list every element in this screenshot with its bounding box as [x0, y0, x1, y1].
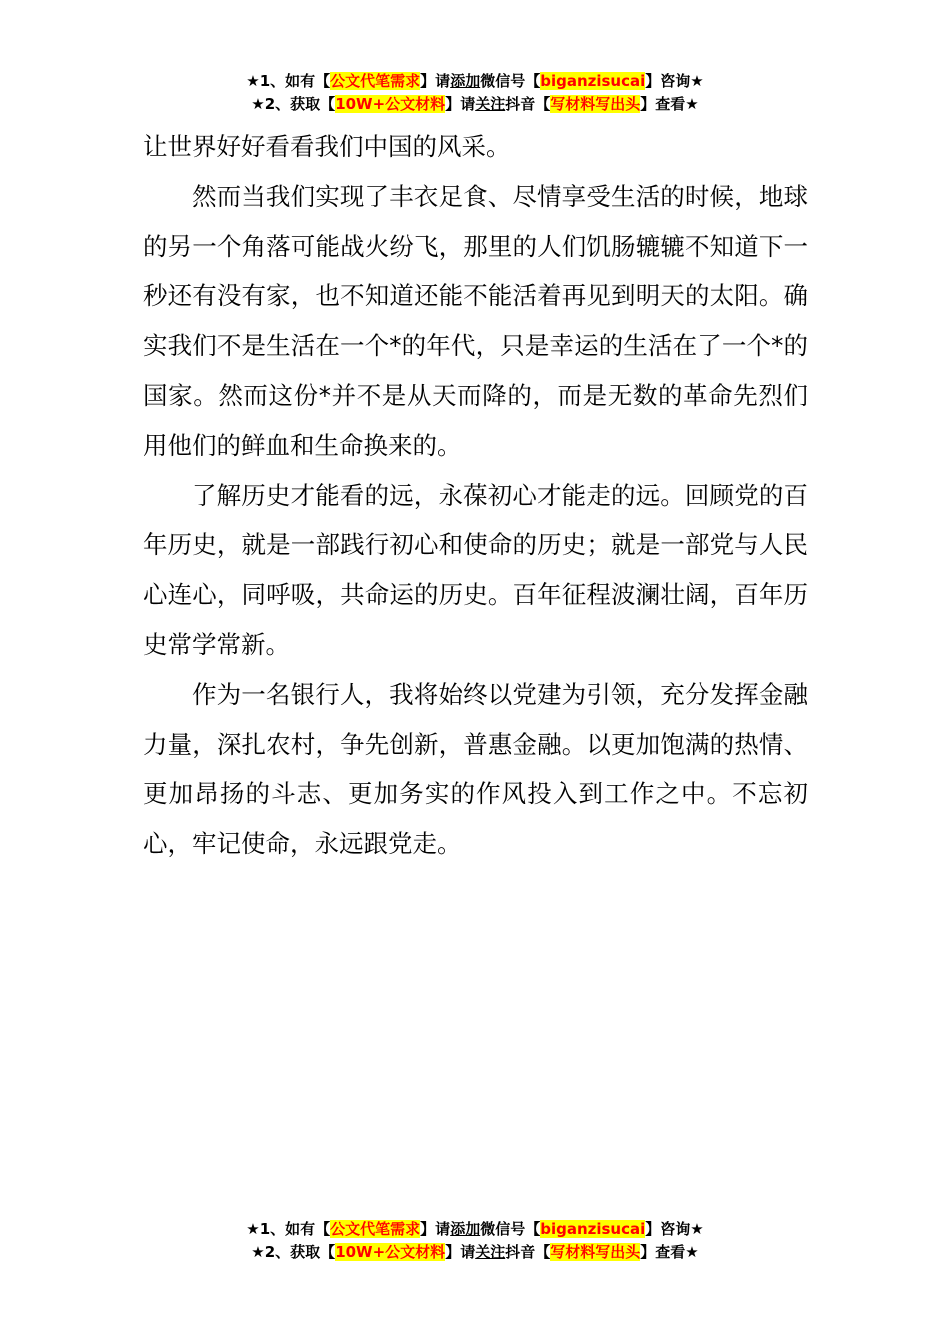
banner-emphasis: 添加 [450, 1220, 481, 1238]
banner-highlight: 公文代笔需求 [330, 1220, 421, 1238]
paragraph: 作为一名银行人，我将始终以党建为引领，充分发挥金融力量，深扎农村，争先创新，普惠金融。以更加饱满的热情、更加昂扬的斗志、更加务实的作风投入到工作之中。不忘初心，牢记使命，永远跟党走。 [143, 679, 808, 859]
header-banner [0, 70, 950, 116]
banner-highlight: 10W+公文材料 [335, 95, 446, 113]
banner-text: ★1、如有【 [246, 72, 331, 90]
banner-highlight: biganzisucai [540, 72, 646, 90]
banner-text: ★2、获取【 [251, 95, 336, 113]
banner-text: 】请 [445, 1243, 476, 1261]
banner-text: 抖音【 [505, 95, 551, 113]
banner-line-2 [0, 1241, 950, 1264]
banner-text: 】咨询★ [645, 72, 704, 90]
banner-text: 】请 [420, 72, 451, 90]
banner-text: 】查看★ [640, 1243, 699, 1261]
paragraph: 了解历史才能看的远，永葆初心才能走的远。回顾党的百年历史，就是一部践行初心和使命的历史；就是一部党与人民心连心，同呼吸，共命运的历史。百年征程波澜壮阔，百年历史常学常新。 [143, 480, 808, 659]
banner-text: 抖音【 [505, 1243, 551, 1261]
banner-text: 】请 [420, 1220, 451, 1238]
banner-highlight: 10W+公文材料 [335, 1243, 446, 1261]
paragraph: 然而当我们实现了丰衣足食、尽情享受生活的时候，地球的另一个角落可能战火纷飞，那里的人们饥肠辘辘不知道下一秒还有没有家，也不知道还能不能活着再见到明天的太阳。确实我们不是生活在一个*的年代，只是幸运的生活在了一个*的国家。然而这份*并不是从天而降的，而是无数的革命先烈们用他们的鲜血和生命换来的。 [143, 181, 808, 460]
banner-text: 】请 [445, 95, 476, 113]
banner-text: 】咨询★ [645, 1220, 704, 1238]
footer-banner [0, 1218, 950, 1264]
banner-text: 微信号【 [480, 1220, 541, 1238]
banner-emphasis: 关注 [475, 1243, 506, 1261]
banner-line-2 [0, 93, 950, 116]
banner-emphasis: 关注 [475, 95, 506, 113]
banner-emphasis: 添加 [450, 72, 481, 90]
banner-highlight: biganzisucai [540, 1220, 646, 1238]
banner-text: ★2、获取【 [251, 1243, 336, 1261]
paragraph: 让世界好好看看我们中国的风采。 [143, 132, 511, 161]
document-body [143, 122, 808, 869]
banner-text: ★1、如有【 [246, 1220, 331, 1238]
banner-line-1 [0, 1218, 950, 1241]
banner-line-1 [0, 70, 950, 93]
banner-text: 】查看★ [640, 95, 699, 113]
banner-highlight: 公文代笔需求 [330, 72, 421, 90]
banner-highlight: 写材料写出头 [550, 1243, 641, 1261]
banner-text: 微信号【 [480, 72, 541, 90]
banner-highlight: 写材料写出头 [550, 95, 641, 113]
